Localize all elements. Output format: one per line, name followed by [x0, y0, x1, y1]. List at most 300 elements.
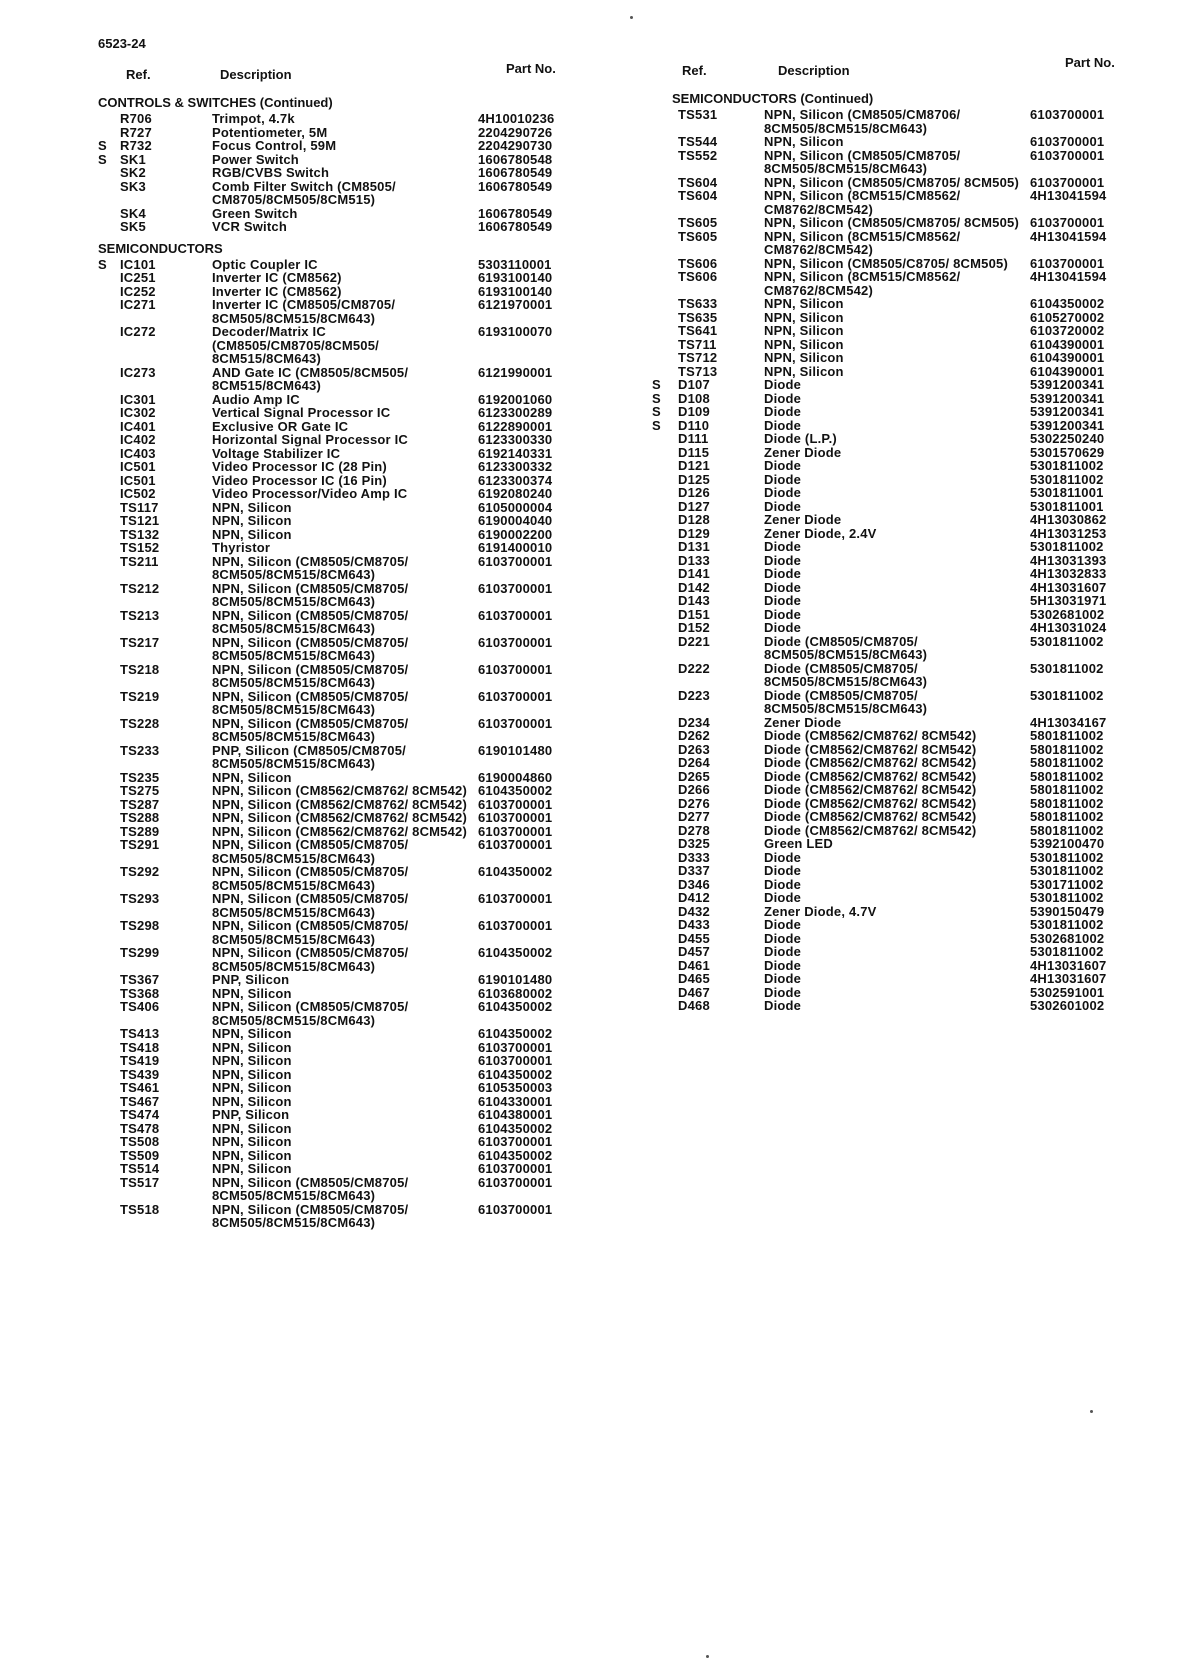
part-description: NPN, Silicon (CM8505/CM8705/ 8CM505/8CM515/8CM643)	[212, 1201, 409, 1230]
part-description: Video Processor/Video Amp IC	[212, 486, 408, 501]
part-row	[672, 270, 1182, 297]
part-row	[672, 837, 1182, 851]
part-ref: TS299	[120, 945, 160, 960]
part-row	[672, 797, 1182, 811]
part-row	[98, 1162, 618, 1176]
part-row	[98, 798, 618, 812]
part-number: 6192140331	[478, 445, 553, 461]
part-number: 5301811002	[1030, 660, 1104, 676]
part-row	[672, 689, 1182, 716]
part-row	[672, 905, 1182, 919]
part-ref: TS508	[120, 1134, 160, 1149]
part-description: Diode	[764, 579, 802, 595]
part-row	[98, 1176, 618, 1203]
part-ref: D143	[678, 593, 710, 608]
part-description: VCR Switch	[212, 219, 287, 234]
part-description: NPN, Silicon	[764, 336, 844, 352]
part-row	[672, 662, 1182, 689]
part-ref: IC502	[120, 486, 156, 501]
part-description: Zener Diode	[764, 512, 842, 527]
part-description: Potentiometer, 5M	[212, 124, 328, 140]
part-ref: IC501	[120, 459, 156, 474]
part-row	[98, 555, 618, 582]
part-ref: TS544	[678, 134, 718, 149]
part-description: Diode (CM8562/CM8762/ 8CM542)	[764, 728, 977, 743]
part-number: 6104390001	[1030, 350, 1105, 365]
part-description: NPN, Silicon (CM8562/CM8762/ 8CM542)	[212, 810, 468, 825]
part-number: 6104350002	[478, 1026, 553, 1041]
part-description: NPN, Silicon (CM8505/CM8705/ 8CM505/8CM515/8CM643)	[212, 837, 409, 866]
part-number: 6103700001	[478, 796, 553, 812]
part-number: 4H13031607	[1030, 957, 1107, 973]
part-description: Power Switch	[212, 151, 299, 167]
part-description: Diode	[764, 498, 802, 514]
part-description: Diode	[764, 620, 802, 635]
part-number: 6104350002	[478, 1147, 553, 1163]
part-row	[98, 528, 618, 542]
part-ref: IC301	[120, 391, 156, 407]
part-ref: IC271	[120, 297, 156, 312]
part-ref: TS152	[120, 540, 160, 555]
part-ref: TS478	[120, 1120, 160, 1136]
part-number: 6105350003	[478, 1080, 553, 1095]
part-ref: D263	[678, 741, 710, 757]
part-ref: SK1	[120, 151, 146, 167]
part-row	[672, 729, 1182, 743]
part-description: PNP, Silicon	[212, 972, 290, 987]
part-ref: D223	[678, 687, 710, 703]
part-description: Diode (CM8562/CM8762/ 8CM542)	[764, 795, 977, 811]
part-row	[672, 446, 1182, 460]
part-row	[672, 257, 1182, 271]
part-row	[672, 500, 1182, 514]
part-number: 6103700001	[478, 634, 553, 650]
part-ref: SK2	[120, 165, 146, 180]
part-description: NPN, Silicon (8CM515/CM8562/ CM8762/8CM542)	[764, 228, 961, 257]
part-ref: IC272	[120, 324, 156, 339]
part-description: Diode (CM8562/CM8762/ 8CM542)	[764, 741, 977, 757]
part-description: Diode	[764, 404, 802, 419]
part-number: 5302681002	[1030, 930, 1105, 946]
part-number: 4H13031393	[1030, 552, 1107, 568]
part-row	[98, 126, 618, 140]
part-number: 6103680002	[478, 985, 553, 1001]
part-number: 5301711002	[1030, 876, 1104, 892]
header-part-no: Part No.	[506, 61, 556, 76]
part-description: NPN, Silicon (CM8505/CM8705/ 8CM505/8CM515/8CM643)	[212, 553, 409, 582]
part-ref: TS219	[120, 688, 160, 704]
part-ref: D152	[678, 620, 710, 635]
part-description: Diode (CM8505/CM8705/ 8CM505/8CM515/8CM643)	[764, 633, 928, 662]
part-row	[98, 180, 618, 207]
part-row	[98, 636, 618, 663]
safety-mark: S	[98, 138, 107, 153]
part-number: 6104350002	[478, 1066, 553, 1082]
part-description: NPN, Silicon (CM8505/CM8705/ 8CM505/8CM515/8CM643)	[212, 607, 409, 636]
part-row	[98, 892, 618, 919]
part-row	[98, 433, 618, 447]
part-row	[98, 474, 618, 488]
part-row	[98, 285, 618, 299]
part-description: Green LED	[764, 836, 833, 851]
part-ref: D108	[678, 390, 710, 406]
part-description: Optic Coupler IC	[212, 256, 318, 272]
part-ref: D151	[678, 606, 710, 622]
part-description: NPN, Silicon	[212, 1161, 292, 1176]
part-row	[672, 108, 1182, 135]
part-row	[98, 298, 618, 325]
part-number: 6103700001	[1030, 147, 1105, 163]
part-row	[672, 851, 1182, 865]
part-ref: D264	[678, 755, 710, 770]
part-description: NPN, Silicon	[212, 526, 292, 542]
part-row	[652, 417, 1182, 433]
part-number: 6103700001	[478, 837, 553, 852]
part-number: 6103700001	[1030, 255, 1105, 271]
part-number: 6103700001	[1030, 174, 1105, 190]
part-description: NPN, Silicon	[212, 1134, 292, 1149]
part-row	[672, 527, 1182, 541]
part-row	[98, 447, 618, 461]
part-number: 5302250240	[1030, 431, 1105, 446]
part-number: 6103700001	[478, 823, 553, 839]
part-number: 5303110001	[478, 256, 552, 272]
part-number: 5801811002	[1030, 728, 1104, 743]
part-number: 6103700001	[478, 1161, 553, 1176]
part-number: 6190004040	[478, 513, 553, 528]
part-description: Diode	[764, 984, 802, 1000]
header-ref: Ref.	[126, 67, 151, 82]
part-ref: D222	[678, 660, 710, 676]
part-description: AND Gate IC (CM8505/8CM505/ 8CM515/8CM643)	[212, 364, 409, 393]
part-row	[98, 946, 618, 973]
section-title: SEMICONDUCTORS (Continued)	[672, 91, 874, 106]
part-description: Zener Diode, 4.7V	[764, 903, 877, 919]
part-ref: SK5	[120, 219, 146, 234]
part-row	[98, 541, 618, 555]
part-number: 6104350002	[478, 945, 553, 960]
part-number: 6123300374	[478, 472, 553, 488]
part-number: 5801811002	[1030, 795, 1104, 811]
part-ref: TS292	[120, 864, 160, 879]
part-row	[672, 635, 1182, 662]
part-description: NPN, Silicon (CM8505/CM8705/ 8CM505/8CM515/8CM643)	[212, 945, 409, 974]
part-number: 4H10010236	[478, 111, 555, 126]
part-row	[672, 297, 1182, 311]
part-number: 1606780549	[478, 205, 553, 221]
part-row	[672, 149, 1182, 176]
part-ref: D125	[678, 471, 710, 487]
part-number: 5302681002	[1030, 606, 1105, 622]
part-number: 4H13034167	[1030, 714, 1107, 730]
part-row	[672, 918, 1182, 932]
part-ref: TS368	[120, 985, 160, 1001]
part-description: NPN, Silicon (8CM515/CM8562/ CM8762/8CM542)	[764, 188, 961, 217]
part-row	[98, 393, 618, 407]
part-number: 5301811002	[1030, 471, 1104, 487]
part-ref: TS633	[678, 296, 718, 311]
part-row	[652, 377, 1182, 392]
part-row	[672, 986, 1182, 1000]
part-description: Inverter IC (CM8562)	[212, 283, 342, 299]
part-number: 5301811002	[1030, 539, 1104, 554]
part-row	[652, 390, 1182, 406]
part-description: Diode (CM8505/CM8705/ 8CM505/8CM515/8CM643)	[764, 687, 928, 716]
part-description: Zener Diode	[764, 714, 842, 730]
part-row	[98, 744, 618, 771]
part-row	[672, 608, 1182, 622]
part-description: NPN, Silicon	[764, 363, 844, 379]
part-row	[672, 878, 1182, 892]
part-ref: TS298	[120, 918, 160, 933]
part-row	[98, 420, 618, 434]
part-number: 4H13032833	[1030, 566, 1107, 581]
part-description: Diode	[764, 485, 802, 500]
part-ref: IC402	[120, 432, 156, 447]
part-number: 5391200341	[1030, 404, 1105, 419]
part-row	[98, 1081, 618, 1095]
part-number: 5301811001	[1030, 485, 1104, 500]
part-number: 6103700001	[478, 661, 553, 677]
part-ref: IC501	[120, 472, 156, 488]
part-row	[98, 1108, 618, 1122]
part-row	[98, 811, 618, 825]
part-description: NPN, Silicon (CM8505/CM8706/ 8CM505/8CM515/8CM643)	[764, 107, 961, 136]
part-description: NPN, Silicon	[212, 1147, 292, 1163]
header-description: Description	[778, 63, 850, 78]
part-row	[672, 540, 1182, 554]
part-description: Diode (CM8562/CM8762/ 8CM542)	[764, 782, 977, 797]
part-ref: TS132	[120, 526, 160, 542]
part-ref: TS212	[120, 580, 160, 596]
part-number: 6103700001	[478, 1174, 553, 1190]
part-ref: D432	[678, 903, 710, 919]
part-ref: TS287	[120, 796, 160, 812]
part-ref: TS291	[120, 837, 160, 852]
part-ref: TS605	[678, 228, 718, 244]
part-description: Video Processor IC (28 Pin)	[212, 459, 387, 474]
part-ref: D266	[678, 782, 710, 797]
part-ref: D221	[678, 633, 710, 649]
part-description: Thyristor	[212, 540, 271, 555]
part-number: 4H13041594	[1030, 228, 1107, 244]
part-ref: D277	[678, 809, 710, 824]
part-number: 6123300289	[478, 405, 553, 420]
page-number: 6523-24	[98, 36, 146, 51]
part-description: Diode	[764, 971, 802, 986]
part-description: NPN, Silicon (CM8505/CM8705/ 8CM505)	[764, 174, 1020, 190]
part-description: NPN, Silicon	[212, 769, 292, 785]
part-ref: D346	[678, 876, 710, 892]
part-ref: TS439	[120, 1066, 160, 1082]
part-number: 1606780548	[478, 151, 553, 167]
part-description: Diode	[764, 566, 802, 581]
part-description: NPN, Silicon	[764, 323, 844, 338]
part-number: 6192080240	[478, 486, 553, 501]
safety-mark: S	[98, 151, 107, 167]
part-description: NPN, Silicon (CM8505/CM8705/ 8CM505/8CM515/8CM643)	[212, 661, 409, 690]
safety-mark: S	[98, 256, 107, 272]
part-description: Diode	[764, 458, 802, 473]
part-description: Diode	[764, 849, 802, 865]
part-description: NPN, Silicon	[212, 1039, 292, 1055]
part-row	[98, 865, 618, 892]
part-ref: TS121	[120, 513, 160, 528]
part-ref: TS288	[120, 810, 160, 825]
part-description: Diode	[764, 593, 802, 608]
part-ref: D333	[678, 849, 710, 865]
part-row	[98, 690, 618, 717]
part-number: 5301811002	[1030, 458, 1104, 473]
part-row	[672, 581, 1182, 595]
part-row	[98, 271, 618, 285]
part-row	[672, 945, 1182, 959]
part-ref: TS635	[678, 309, 718, 325]
part-ref: TS604	[678, 188, 718, 203]
part-number: 5301811002	[1030, 917, 1104, 932]
part-number: 6191400010	[478, 540, 553, 555]
scan-speck	[1090, 1410, 1093, 1413]
part-description: NPN, Silicon (CM8505/CM8705/ 8CM505/8CM515/8CM643)	[212, 999, 409, 1028]
part-number: 6193100140	[478, 270, 553, 285]
part-description: Diode	[764, 377, 802, 392]
part-description: NPN, Silicon (CM8505/CM8705/ 8CM505/8CM515/8CM643)	[764, 147, 961, 176]
part-row	[672, 513, 1182, 527]
part-description: NPN, Silicon (8CM515/CM8562/ CM8762/8CM542)	[764, 269, 961, 298]
part-number: 6104350002	[478, 864, 553, 879]
part-ref: R706	[120, 111, 152, 126]
part-row	[672, 824, 1182, 838]
part-number: 5801811002	[1030, 822, 1104, 838]
part-number: 4H13041594	[1030, 188, 1107, 203]
part-ref: TS604	[678, 174, 718, 190]
part-ref: TS406	[120, 999, 160, 1014]
part-description: Diode (CM8562/CM8762/ 8CM542)	[764, 755, 977, 770]
part-number: 5H13031971	[1030, 593, 1107, 608]
part-description: Exclusive OR Gate IC	[212, 418, 349, 434]
part-number: 6104380001	[478, 1107, 553, 1122]
part-description: NPN, Silicon (CM8562/CM8762/ 8CM542)	[212, 823, 468, 839]
part-number: 6104330001	[478, 1093, 553, 1109]
part-ref: TS217	[120, 634, 160, 650]
part-description: NPN, Silicon (CM8562/CM8762/ 8CM542)	[212, 783, 468, 798]
part-number: 5801811002	[1030, 741, 1104, 757]
part-number: 6103700001	[478, 553, 553, 569]
part-row	[98, 1135, 618, 1149]
part-row	[672, 365, 1182, 379]
part-description: PNP, Silicon	[212, 1107, 290, 1122]
part-number: 6104390001	[1030, 363, 1105, 379]
part-number: 1606780549	[478, 219, 553, 234]
part-row	[672, 864, 1182, 878]
part-description: NPN, Silicon (CM8505/CM8705/ 8CM505/8CM515/8CM643)	[212, 1174, 409, 1203]
part-ref: R732	[120, 138, 152, 153]
part-description: Diode	[764, 998, 802, 1013]
part-row	[672, 770, 1182, 784]
part-ref: D110	[678, 417, 710, 433]
part-description: Diode	[764, 957, 802, 973]
part-description: Diode	[764, 390, 802, 406]
part-number: 5801811002	[1030, 809, 1104, 824]
part-description: Diode	[764, 417, 802, 433]
part-number: 6103700001	[478, 607, 553, 623]
part-ref: TS606	[678, 269, 718, 284]
part-row	[98, 139, 618, 153]
part-row	[672, 338, 1182, 352]
part-row	[98, 973, 618, 987]
part-description: Inverter IC (CM8505/CM8705/ 8CM505/8CM515/8CM643)	[212, 297, 396, 326]
part-row	[672, 972, 1182, 986]
part-number: 6123300332	[478, 459, 553, 474]
part-description: RGB/CVBS Switch	[212, 165, 330, 180]
part-description: Audio Amp IC	[212, 391, 300, 407]
part-row	[98, 919, 618, 946]
header-description: Description	[220, 67, 292, 82]
part-number: 5801811002	[1030, 782, 1104, 797]
part-description: NPN, Silicon (CM8505/CM8705/ 8CM505/8CM515/8CM643)	[212, 891, 409, 920]
section-title: CONTROLS & SWITCHES (Continued)	[98, 95, 333, 110]
part-row	[98, 366, 618, 393]
part-ref: IC252	[120, 283, 156, 299]
part-row	[98, 987, 618, 1001]
part-number: 6121990001	[478, 364, 553, 380]
left-sections	[98, 94, 618, 1230]
left-column	[98, 48, 618, 1230]
part-description: Diode	[764, 930, 802, 946]
part-number: 5391200341	[1030, 417, 1105, 433]
part-number: 5301811002	[1030, 944, 1104, 959]
part-number: 6104350002	[478, 783, 553, 798]
part-ref: TS467	[120, 1093, 160, 1109]
part-ref: TS413	[120, 1026, 160, 1041]
part-row	[672, 176, 1182, 190]
part-ref: TS211	[120, 553, 159, 569]
part-description: Focus Control, 59M	[212, 138, 337, 153]
right-sections	[652, 90, 1182, 1013]
part-number: 5390150479	[1030, 903, 1105, 919]
part-ref: D128	[678, 512, 710, 527]
part-description: Diode	[764, 890, 802, 905]
part-row	[98, 166, 618, 180]
part-number: 6103700001	[478, 1201, 553, 1217]
part-number: 6103700001	[478, 1053, 553, 1068]
part-row	[672, 594, 1182, 608]
part-ref: D337	[678, 863, 710, 878]
part-description: Video Processor IC (16 Pin)	[212, 472, 387, 488]
part-ref: TS713	[678, 363, 718, 379]
part-row	[672, 473, 1182, 487]
part-description: Voltage Stabilizer IC	[212, 445, 341, 461]
part-ref: TS275	[120, 783, 160, 798]
part-ref: TS419	[120, 1053, 160, 1068]
part-number: 6193100140	[478, 283, 553, 299]
part-ref: D109	[678, 404, 710, 419]
part-row	[98, 1041, 618, 1055]
part-ref: TS509	[120, 1147, 160, 1163]
part-description: NPN, Silicon	[212, 985, 292, 1001]
part-row	[98, 1203, 618, 1230]
part-description: NPN, Silicon (CM8505/CM8705/ 8CM505/8CM515/8CM643)	[212, 580, 409, 609]
part-number: 4H13030862	[1030, 512, 1107, 527]
part-row	[672, 891, 1182, 905]
part-description: Zener Diode, 2.4V	[764, 525, 877, 541]
part-description: Diode	[764, 863, 802, 878]
part-ref: TS531	[678, 107, 718, 122]
part-number: 5391200341	[1030, 377, 1105, 392]
part-number: 6103700001	[478, 580, 553, 596]
part-number: 6103700001	[1030, 134, 1105, 149]
part-description: NPN, Silicon	[212, 513, 292, 528]
